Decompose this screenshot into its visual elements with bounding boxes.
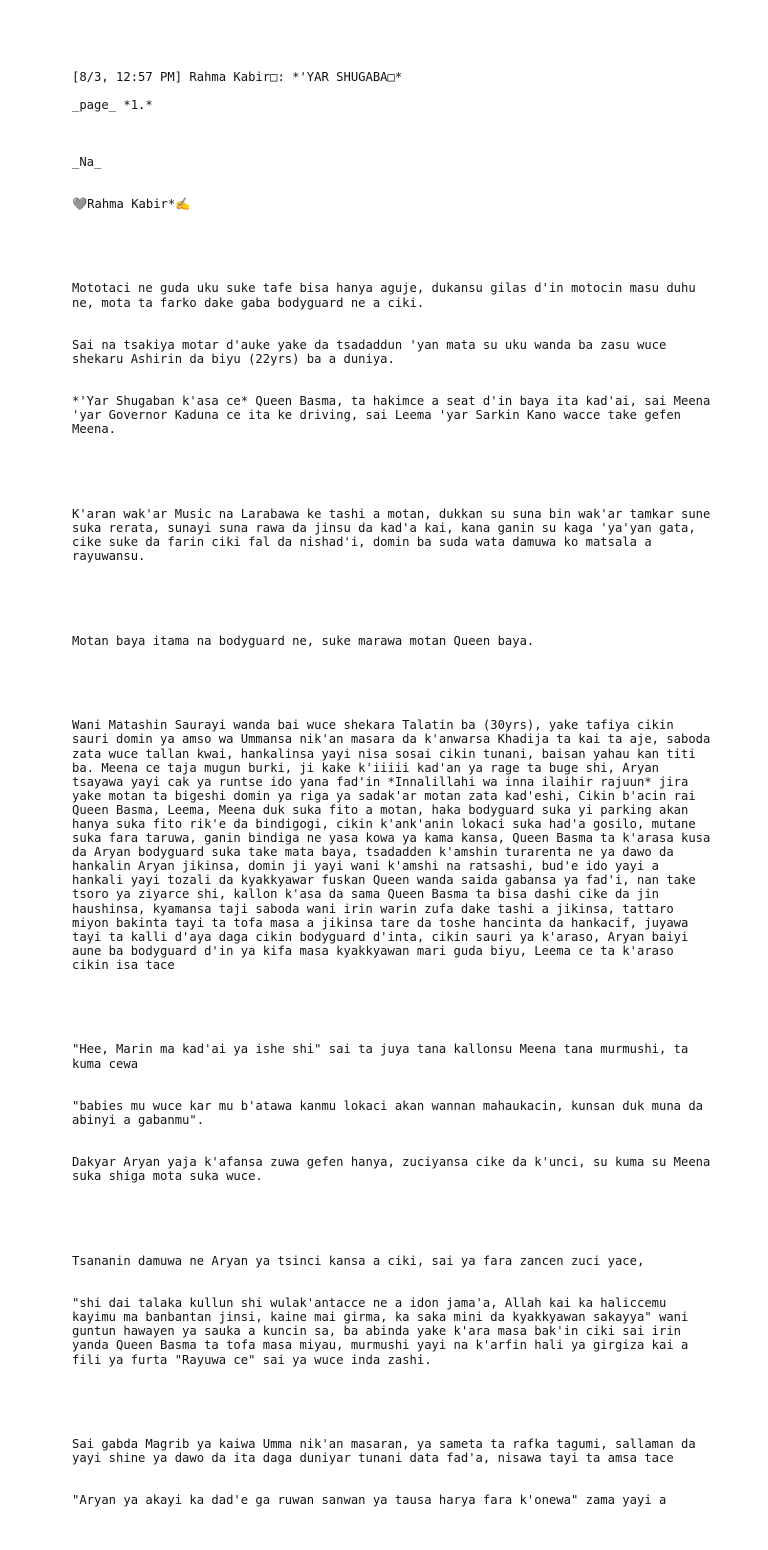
author-block [72,126,712,239]
message-header: [8/3, 12:57 PM] Rahma Kabir□: *'YAR SHUGABA□* [72,70,403,84]
document-page [72,70,718,1550]
paragraph-line: Tsananin damuwa ne Aryan ya tsinci kansa a ciki, sai ya fara zancen zuci yace, [72,1253,645,1268]
paragraph-1 [72,253,718,464]
paragraph-line: Sai gabda Magrib ya kaiwa Umma nik'an masaran, ya sameta ta rafka tagumi, sallaman da yayi shine ya dawo da ita daga duniyar tunani data fad'a, nisawa tayi ta amsa tace [72,1437,704,1466]
paragraph-line: K'aran wak'ar Music na Larabawa ke tashi a motan, dukkan su suna bin wak'ar tamkar sune suka rerata, sunayi suna rawa da jinsu da kad'a kai, kana ganin su kaga 'ya'yan gata, cike suke da farin ciki fal da nishad'i, domin ba suda wata damuwa ko matsala a rayuwansu. [72,506,718,564]
author-prefix: _Na_ [72,154,102,169]
paragraph-line: Motan baya itama na bodyguard ne, suke marawa motan Queen baya. [72,633,535,648]
paragraph-line: "Hee, Marin ma kad'ai ya ishe shi" sai ta juya tana kallonsu Meena tana murmushi, ta kuma cewa [72,1042,696,1071]
paragraph-line: "shi dai talaka kullun shi wulak'antacce ne a idon jama'a, Allah kai ka haliccemu kayimu ma banbantan jinsi, kaine mai girma, ka saka mini da kyakkyawan sakayya" wani guntun hawayen ya sauka a kuncin sa, ba abinda yake k'ara masa bak'in ciki sai irin yanda Queen Basma ta tofa masa miyau, murmushi yayi na k'arfin hali ya girgiza kai a fili ya furta "Rayuwa ce" sai ya wuce inda zashi. [72,1296,696,1367]
author-name: 🩶Rahma Kabir*✍️ [72,196,191,211]
paragraph-line: Dakyar Aryan yaja k'afansa zuwa gefen hanya, zuciyansa cike da k'unci, su kuma su Meena suka shiga mota suka wuce. [72,1155,718,1184]
paragraph-line: Sai na tsakiya motar d'auke yake da tsadaddun 'yan mata su uku wanda ba zasu wuce shekaru Ashirin da biyu (22yrs) ba a duniya. [72,337,674,366]
paragraph-7 [72,1409,712,1536]
paragraph-6 [72,1226,712,1395]
paragraph-2 [72,479,718,592]
paragraph-line: "Aryan ya akayi ka dad'e ga ruwan sanwan ya tausa harya fara k'onewa" zama yayi a [72,1493,667,1508]
paragraph-line: "babies mu wuce kar mu b'atawa kanmu lokaci akan wannan mahaukacin, kunsan duk muna da abinyi a gabanmu". [72,1098,711,1127]
paragraph-4 [72,690,718,1000]
paragraph-line: *'Yar Shugaban k'asa ce* Queen Basma, ta hakimce a seat d'in baya ita kad'ai, sai Meena 'yar Governor Kaduna ce ita ke driving, sai Leema 'yar Sarkin Kano wacce take gefen Meena. [72,394,718,437]
paragraph-3 [72,606,712,676]
page-label: _page_ *1.* [72,98,153,113]
paragraph-line: Wani Matashin Saurayi wanda bai wuce shekara Talatin ba (30yrs), yake tafiya cikin sauri domin ya amso wa Ummansa nik'an masara da k'anwarsa Khadija ta kai ta aje, saboda zata wuce tallan kwai, hankalinsa yayi nisa sosai cikin tunani, baisan yahau kan titi ba. Meena ce taja mugun burki, ji kake k'iiiii kad'an ya rage ta buge shi, Aryan tsayawa yayi cak ya runtse ido yana fad'in *Innalillahi wa inna ilaihir rajuun* jira yake motan ta bigeshi domin ya riga ya sadak'ar motan zata kad'eshi, Cikin b'acin rai Queen Basma, Leema, Meena duk suka fito a motan, haka bodyguard suka yi parking akan hanya suka fito rik'e da bindigogi, cikin k'ank'anin lokaci suka had'a gosilo, mutane suka fara taruwa, ganin bindiga ne yasa kowa ya kama kansa, Queen Basma ta k'arasa kusa da Aryan bodyguard suka take mata baya, tsadadden k'amshin turarenta ne ya dawo da hankalin Aryan jikinsa, domin ji yayi wani k'amshi na ratsashi, bud'e ido yayi a hankali yayi tozali da kyakkyawar fuskan Queen wanda saida gabansa ya fad'i, nan take tsoro ya ziyarce shi, kallon k'asa da sama Queen Basma ta bisa dashi cike da jin haushinsa, kyamansa taji saboda wani irin warin zufa dake tashi a jikinsa, tattaro miyon bakinta tayi ta tofa masa a jikinsa tare da toshe hancinta da hankacif, juyawa tayi ta kalli d'aya daga cikin bodyguard d'inta, cikin sauri ya k'araso, Aryan baiyi aune ba bodyguard d'in ya kifa masa kyakkyawan mari guda biyu, Leema ce ta k'araso cikin isa tace [72,718,718,972]
paragraph-5 [72,1014,718,1211]
paragraph-line: Mototaci ne guda uku suke tafe bisa hanya aguje, dukansu gilas d'in motocin masu duhu ne, mota ta farko dake gaba bodyguard ne a ciki. [72,281,704,310]
